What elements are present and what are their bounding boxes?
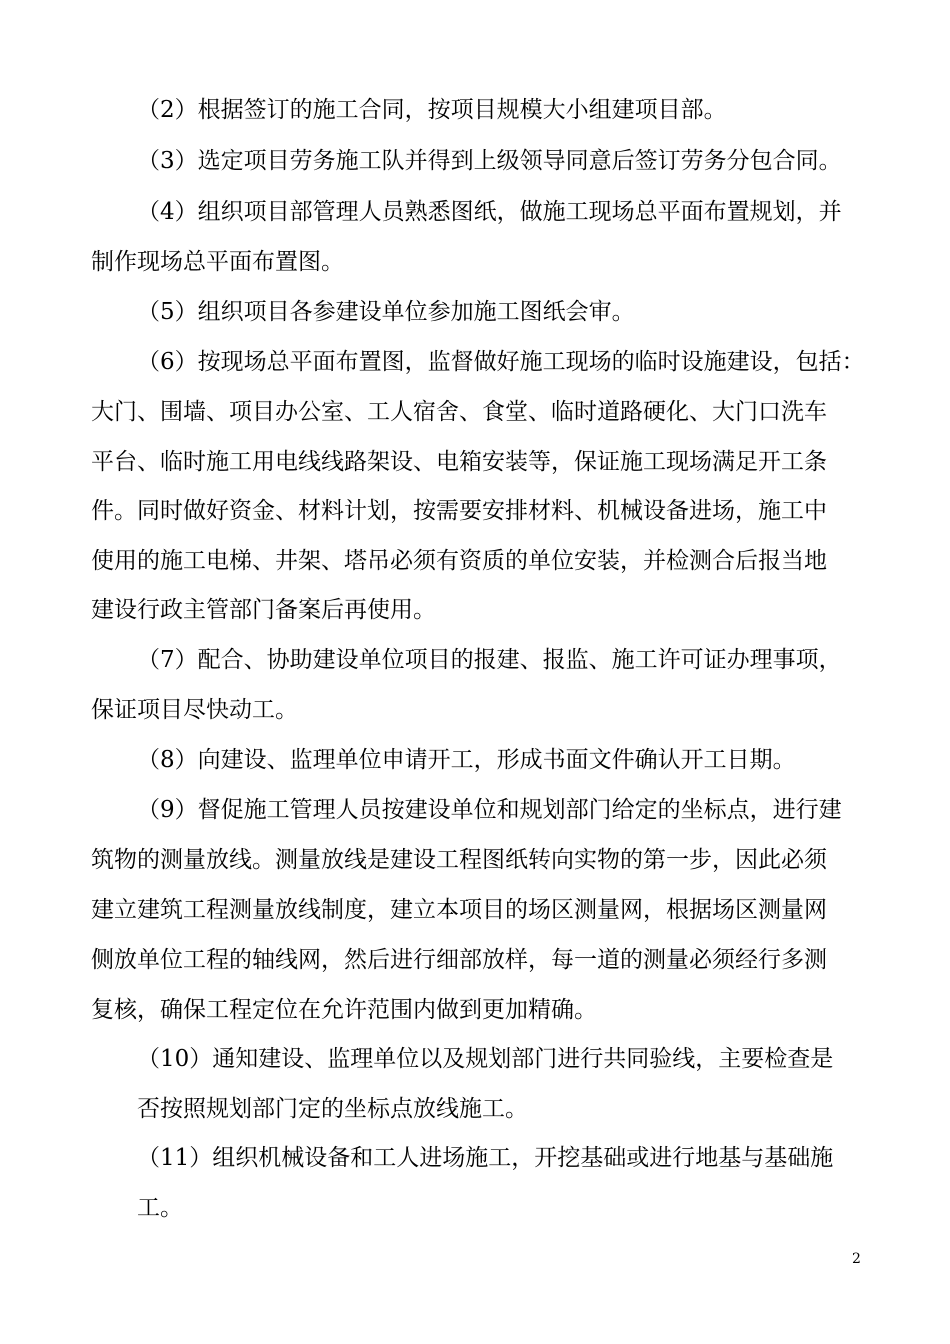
page-number: 2 [852, 1251, 861, 1267]
text-line: 件。同时做好资金、材料计划，按需要安排材料、机械设备进场，施工中 [91, 498, 827, 524]
text-line: 侧放单位工程的轴线网，然后进行细部放样，每一道的测量必须经行多测 [91, 947, 827, 973]
text-line: 平台、临时施工用电线线路架设、电箱安装等，保证施工现场满足开工条 [91, 449, 827, 475]
text-line: 使用的施工电梯、井架、塔吊必须有资质的单位安装，并检测合后报当地 [91, 548, 827, 574]
text-line: 建设行政主管部门备案后再使用。 [91, 597, 436, 623]
text-line: 否按照规划部门定的坐标点放线施工。 [137, 1096, 528, 1122]
text-line: 工。 [137, 1195, 183, 1221]
text-line: 筑物的测量放线。测量放线是建设工程图纸转向实物的第一步，因此必须 [91, 847, 827, 873]
text-line: （2）根据签订的施工合同，按项目规模大小组建项目部。 [137, 97, 727, 123]
text-line: （10）通知建设、监理单位以及规划部门进行共同验线，主要检查是 [137, 1046, 834, 1072]
text-line: （8）向建设、监理单位申请开工，形成书面文件确认开工日期。 [137, 747, 796, 773]
text-line: （4）组织项目部管理人员熟悉图纸，做施工现场总平面布置规划，并 [137, 199, 842, 225]
text-line: 复核，确保工程定位在允许范围内做到更加精确。 [91, 997, 597, 1023]
text-line: （9）督促施工管理人员按建设单位和规划部门给定的坐标点，进行建 [137, 797, 842, 823]
text-line: （11）组织机械设备和工人进场施工，开挖基础或进行地基与基础施 [137, 1145, 834, 1171]
text-line: （5）组织项目各参建设单位参加施工图纸会审。 [137, 299, 635, 325]
text-line: 制作现场总平面布置图。 [91, 249, 344, 275]
text-line: （6）按现场总平面布置图，监督做好施工现场的临时设施建设，包括： [137, 349, 865, 375]
text-line: （7）配合、协助建设单位项目的报建、报监、施工许可证办理事项， [137, 647, 842, 673]
text-line: （3）选定项目劳务施工队并得到上级领导同意后签订劳务分包合同。 [137, 148, 842, 174]
text-line: 保证项目尽快动工。 [91, 697, 298, 723]
text-line: 建立建筑工程测量放线制度，建立本项目的场区测量网，根据场区测量网 [91, 897, 827, 923]
text-line: 大门、围墙、项目办公室、工人宿舍、食堂、临时道路硬化、大门口洗车 [91, 399, 827, 425]
